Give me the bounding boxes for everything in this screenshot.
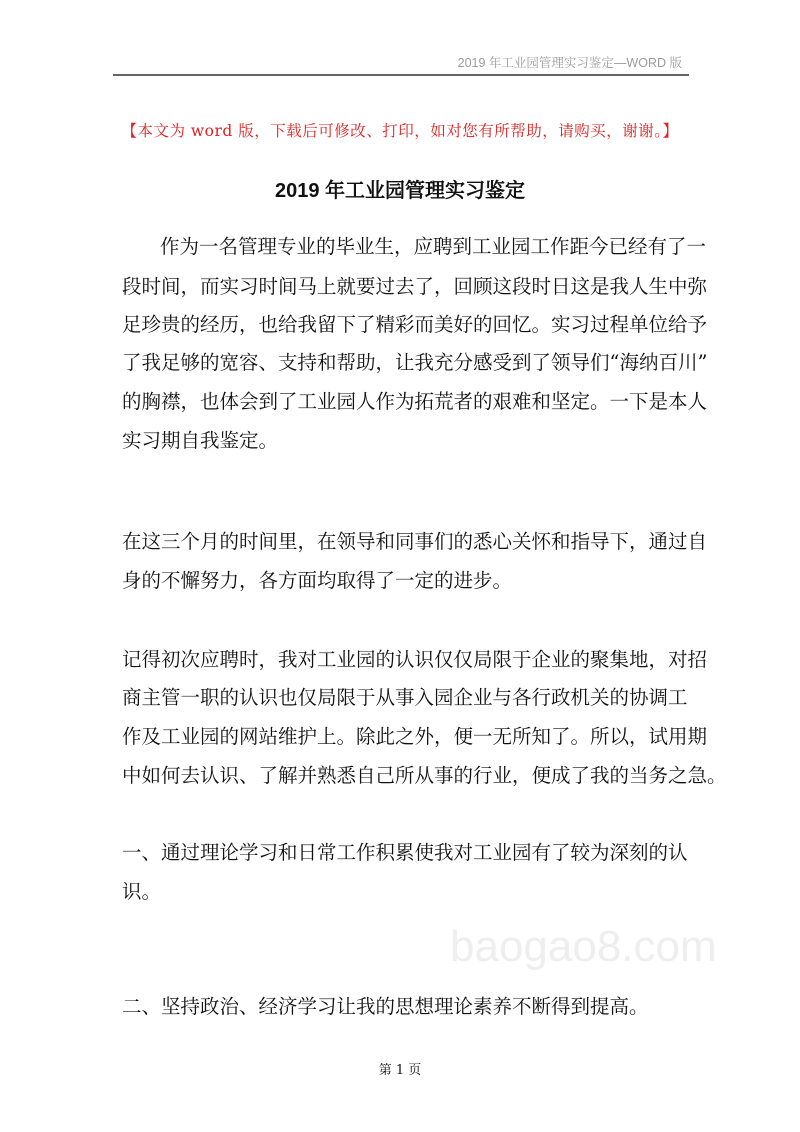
body-line: 作及工业园的网站维护上。除此之外，便一无所知了。所以，试用期 bbox=[122, 725, 708, 748]
body-line: 作为一名管理专业的毕业生，应聘到工业园工作距今已经有了一 bbox=[160, 235, 707, 258]
body-line: 在这三个月的时间里，在领导和同事们的悉心关怀和指导下，通过自 bbox=[122, 530, 708, 553]
body-line: 商主管一职的认识也仅局限于从事入园企业与各行政机关的协调工 bbox=[122, 686, 688, 709]
body-line: 中如何去认识、了解并熟悉自己所从事的行业，便成了我的当务之急。 bbox=[122, 764, 727, 787]
body-line: 了我足够的宽容、支持和帮助，让我充分感受到了领导们“海纳百川” bbox=[122, 351, 708, 374]
body-line: 身的不懈努力，各方面均取得了一定的进步。 bbox=[122, 569, 513, 592]
document-title: 2019 年工业园管理实习鉴定 bbox=[274, 180, 526, 202]
body-line: 段时间，而实习时间马上就要过去了，回顾这段时日这是我人生中弥 bbox=[122, 275, 708, 298]
running-header: 2019 年工业园管理实习鉴定—WORD 版 bbox=[457, 56, 682, 70]
download-notice: 【本文为 word 版，下载后可修改、打印，如对您有所帮助，请购买，谢谢。】 bbox=[121, 122, 679, 140]
body-line: 一、通过理论学习和日常工作积累使我对工业园有了较为深刻的认 bbox=[122, 841, 688, 864]
body-line: 的胸襟，也体会到了工业园人作为拓荒者的艰难和坚定。一下是本人 bbox=[122, 390, 708, 413]
body-line: 记得初次应聘时，我对工业园的认识仅仅局限于企业的聚集地，对招 bbox=[122, 648, 708, 671]
page-number: 第 1 页 bbox=[378, 1063, 422, 1078]
body-line: 识。 bbox=[122, 880, 162, 903]
body-line: 实习期自我鉴定。 bbox=[122, 429, 279, 452]
watermark: baogao8.com bbox=[450, 922, 717, 971]
body-line: 二、坚持政治、经济学习让我的思想理论素养不断得到提高。 bbox=[122, 995, 649, 1018]
header-rule bbox=[113, 74, 689, 76]
body-line: 足珍贵的经历，也给我留下了精彩而美好的回忆。实习过程单位给予 bbox=[122, 313, 708, 336]
